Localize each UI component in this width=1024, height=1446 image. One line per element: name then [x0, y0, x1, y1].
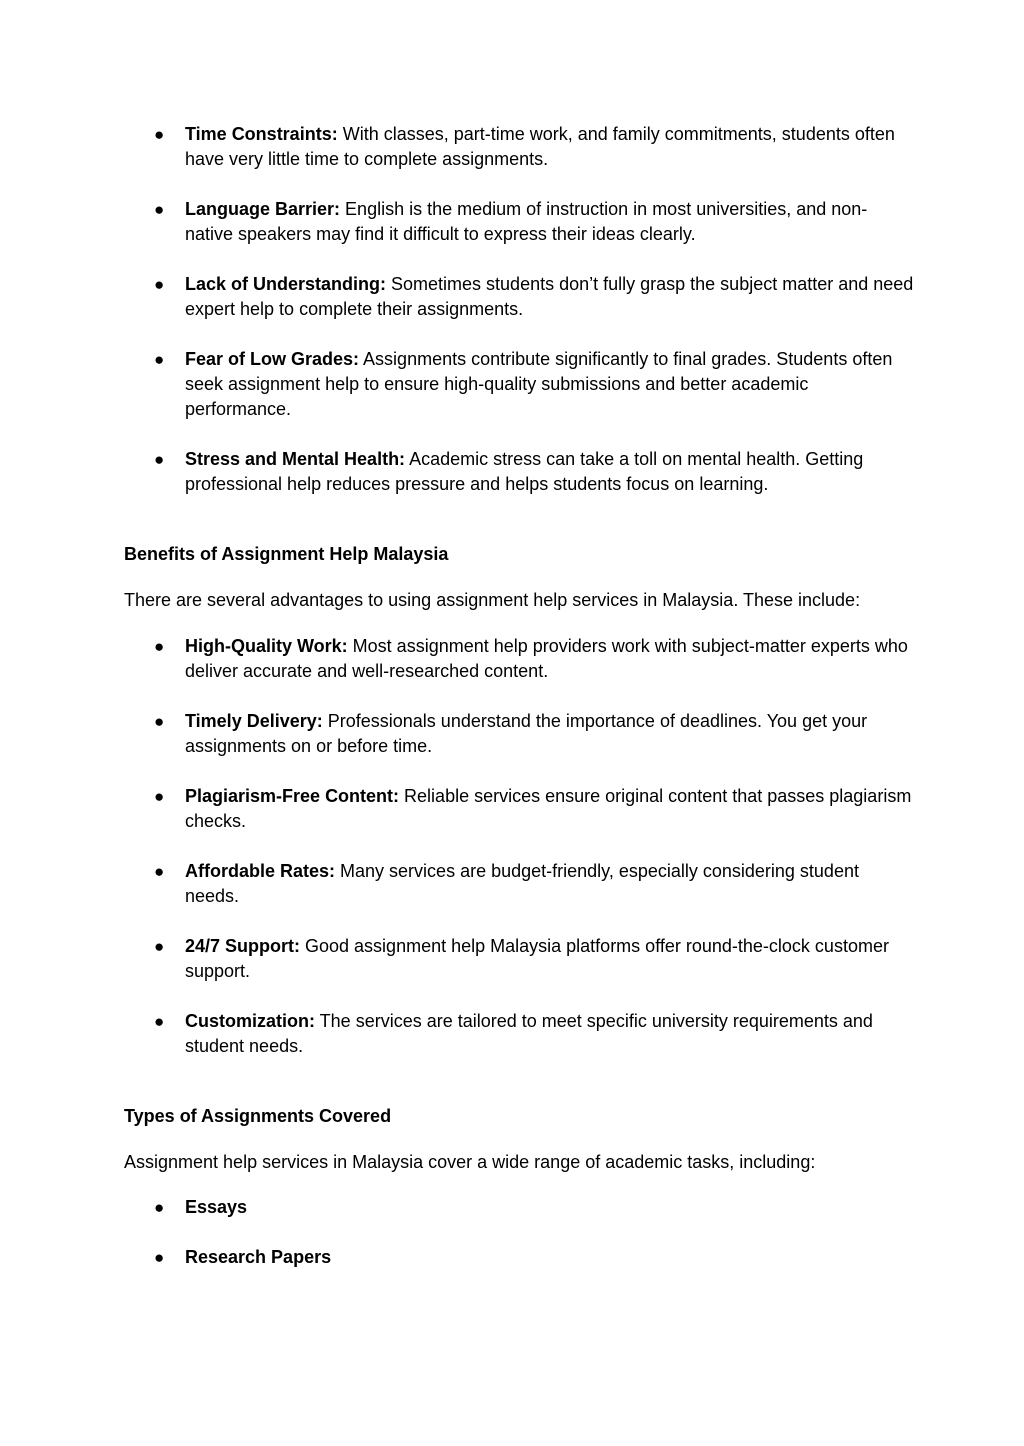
item-term: High-Quality Work:: [185, 636, 348, 656]
list-item: [154, 934, 914, 984]
item-text: Reliable services ensure original content that passes plagiarism checks.: [185, 786, 912, 831]
item-term: Affordable Rates:: [185, 861, 336, 881]
item-term: Timely Delivery:: [185, 711, 323, 731]
list-item: [154, 784, 914, 834]
bullet-icon: ●: [154, 937, 165, 956]
item-text: Assignments contribute significantly to final grades. Students often seek assignment help to ensure high-quality submissions and better academic performance.: [185, 349, 893, 419]
list-item: [154, 709, 914, 759]
item-term: Lack of Understanding:: [185, 274, 387, 294]
item-term: Essays: [185, 1197, 248, 1217]
item-text: Sometimes students don’t fully grasp the subject matter and need expert help to complete their assignments.: [185, 274, 914, 319]
list-item: [154, 347, 914, 422]
bullet-icon: ●: [154, 350, 165, 369]
list-item: [154, 1195, 914, 1220]
item-text: The services are tailored to meet specific university requirements and student needs.: [185, 1011, 873, 1056]
list-item: [154, 1245, 914, 1270]
benefits-intro: There are several advantages to using assignment help services in Malaysia. These include:: [124, 590, 861, 610]
bullet-icon: ●: [154, 275, 165, 294]
bullet-icon: ●: [154, 125, 165, 144]
item-term: 24/7 Support:: [185, 936, 301, 956]
list-item: [154, 634, 914, 684]
bullet-icon: ●: [154, 200, 165, 219]
bullet-icon: ●: [154, 1012, 165, 1031]
bullet-icon: ●: [154, 450, 165, 469]
item-text: English is the medium of instruction in most universities, and non-native speakers may find it difficult to express their ideas clearly.: [185, 199, 868, 244]
list-item: [154, 1009, 914, 1059]
bullet-icon: ●: [154, 637, 165, 656]
bullet-icon: ●: [154, 787, 165, 806]
types-intro: Assignment help services in Malaysia cover a wide range of academic tasks, including:: [124, 1152, 816, 1172]
item-text: Professionals understand the importance of deadlines. You get your assignments on or before time.: [185, 711, 868, 756]
list-item: [154, 272, 914, 322]
types-heading: Types of Assignments Covered: [124, 1106, 392, 1126]
bullet-icon: ●: [154, 712, 165, 731]
item-term: Research Papers: [185, 1247, 332, 1267]
list-item: [154, 122, 914, 172]
bullet-icon: ●: [154, 862, 165, 881]
item-term: Stress and Mental Health:: [185, 449, 406, 469]
item-term: Language Barrier:: [185, 199, 341, 219]
item-term: Fear of Low Grades:: [185, 349, 360, 369]
list-item: [154, 447, 914, 497]
item-term: Customization:: [185, 1011, 315, 1031]
item-text: Good assignment help Malaysia platforms offer round-the-clock customer support.: [185, 936, 889, 981]
benefits-heading: Benefits of Assignment Help Malaysia: [124, 544, 449, 564]
item-term: Time Constraints:: [185, 124, 338, 144]
types-list: [154, 1195, 914, 1270]
item-text: Many services are budget-friendly, especially considering student needs.: [185, 861, 859, 906]
reasons-list: [154, 122, 914, 497]
list-item: [154, 197, 914, 247]
item-text: With classes, part-time work, and family commitments, students often have very little time to complete assignments.: [185, 124, 895, 169]
item-text: Most assignment help providers work with subject-matter experts who deliver accurate and well-researched content.: [185, 636, 908, 681]
bullet-icon: ●: [154, 1198, 165, 1217]
item-term: Plagiarism-Free Content:: [185, 786, 400, 806]
list-item: [154, 859, 914, 909]
item-text: Academic stress can take a toll on mental health. Getting professional help reduces pressure and helps students focus on learning.: [185, 449, 864, 494]
benefits-list: [154, 634, 914, 1059]
bullet-icon: ●: [154, 1248, 165, 1267]
